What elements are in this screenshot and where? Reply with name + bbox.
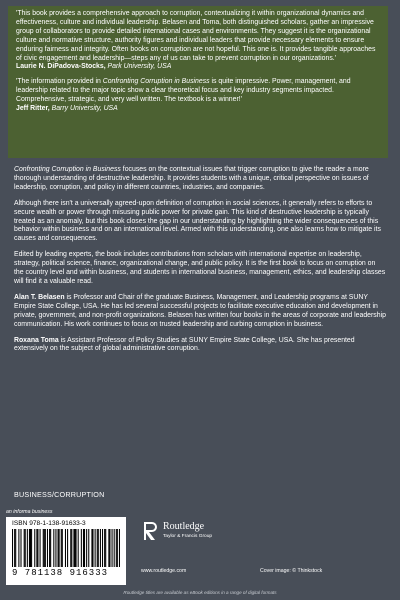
routledge-r-logo-icon: [141, 520, 159, 542]
quote-2-attribution: [16, 105, 380, 114]
barcode-panel: [6, 517, 126, 585]
author-1-name: Alan T. Belasen: [14, 293, 65, 301]
quote-1-attribution: [16, 63, 380, 72]
description-paragraph-1: [14, 166, 386, 193]
ebook-availability-note: Routledge titles are available as eBook editions in a range of digital formats: [123, 590, 277, 595]
publisher-logo: [141, 520, 251, 560]
author-bio-1: [14, 294, 386, 330]
informa-tagline: an informa business: [6, 509, 53, 515]
description-paragraph-1-text: focuses on the contextual issues that trigger corruption to give the reader a more thorough understanding of destructive leadership. It provides students with a unique, critical perspective on issues of leadership, corruption, and policy in different countries, industries, and companies.: [14, 166, 369, 191]
quote-1-author: Laurie N. DiPadova-Stocks,: [16, 63, 106, 71]
endorsements-panel: [8, 6, 388, 158]
quote-2-book-title: Confronting Corruption in Business: [102, 78, 210, 86]
cover-image-credit: Cover image: © Thinkstock: [260, 568, 323, 574]
endorsement-quote-2: [16, 78, 380, 114]
barcode-graphic: [12, 529, 120, 567]
description-paragraph-2: Although there isn't a universally agreed-upon definition of corruption in social sciences, it generally refers to efforts to secure wealth or power through misusing public power for private gain. This kind of destructive leadership is typically treated as an anomaly, but this book closes the gap in our understanding by highlighting the wider consequences of this behavior within business and on an international level. Armed with this understanding, one also learns how to mitigate its causes and consequences.: [14, 199, 381, 243]
quote-2-institution: Barry University, USA: [51, 105, 118, 113]
description-body: [14, 166, 386, 361]
description-paragraph-3: Edited by leading experts, the book includes contributions from scholars with international expertise on leadership, strategy, political science, finance, organizational change, and public policy. It is the first book to focus on corruption on the country level and within business, and students in international business, management, ethics, and leadership classes will find it a valuable read.: [14, 251, 386, 285]
publisher-name: Routledge: [163, 521, 205, 532]
isbn-label: ISBN 978-1-138-91633-3: [12, 520, 86, 527]
endorsement-quote-1: [16, 10, 380, 72]
barcode-number: 9 781138 916333: [12, 568, 109, 578]
publisher-website: www.routledge.com: [141, 568, 187, 574]
quote-1-text: 'This book provides a comprehensive approach to corruption, contextualizing it within organizational dynamics and effectiveness, culture and individual leadership. Belasen and Toma, both distinguished scholars, gather an impressive group of collaborators to provide detailed international cases and environments. They suggest it is the organizational culture and normative structure, authority figures and individual leaders that provide necessary elements to ensure enduring fairness and integrity. Often books on corruption are not hopeful. This one is. It provides tangible approaches of civic engagement and leadership—steps any of us can take to prevent corruption in our organizations.': [16, 10, 376, 62]
quote-2-author: Jeff Ritter,: [16, 105, 50, 113]
quote-1-institution: Park University, USA: [107, 63, 172, 71]
book-title-inline: Confronting Corruption in Business: [14, 166, 121, 173]
subject-category: BUSINESS/CORRUPTION: [14, 490, 105, 499]
author-1-bio-text: is Professor and Chair of the graduate Business, Management, and Leadership programs at SUNY Empire State College, USA. He has led several successful projects to facilitate executive education and development in private, government, and non-profit organizations. Belasen has written four books in the areas of corporate and leadership communication. His work continues to focus on trusted leadership and curbing corruption in business.: [14, 293, 386, 328]
author-2-bio-text: is Assistant Professor of Policy Studies at SUNY Empire State College, USA. She has presented extensively on the subject of global administrative corruption.: [14, 336, 355, 353]
quote-2-text-before: 'The information provided in: [16, 78, 103, 86]
author-2-name: Roxana Toma: [14, 336, 59, 344]
publisher-subtitle: Taylor & Francis Group: [163, 534, 213, 539]
quote-2-text-after: is quite impressive. Power, management, and leadership related to the major topic show a clear theoretical focus and key industry segments impacted. Comprehensive, strategic, and very well written. The textbook is a winner!': [16, 78, 351, 104]
author-bio-2: [14, 337, 386, 355]
